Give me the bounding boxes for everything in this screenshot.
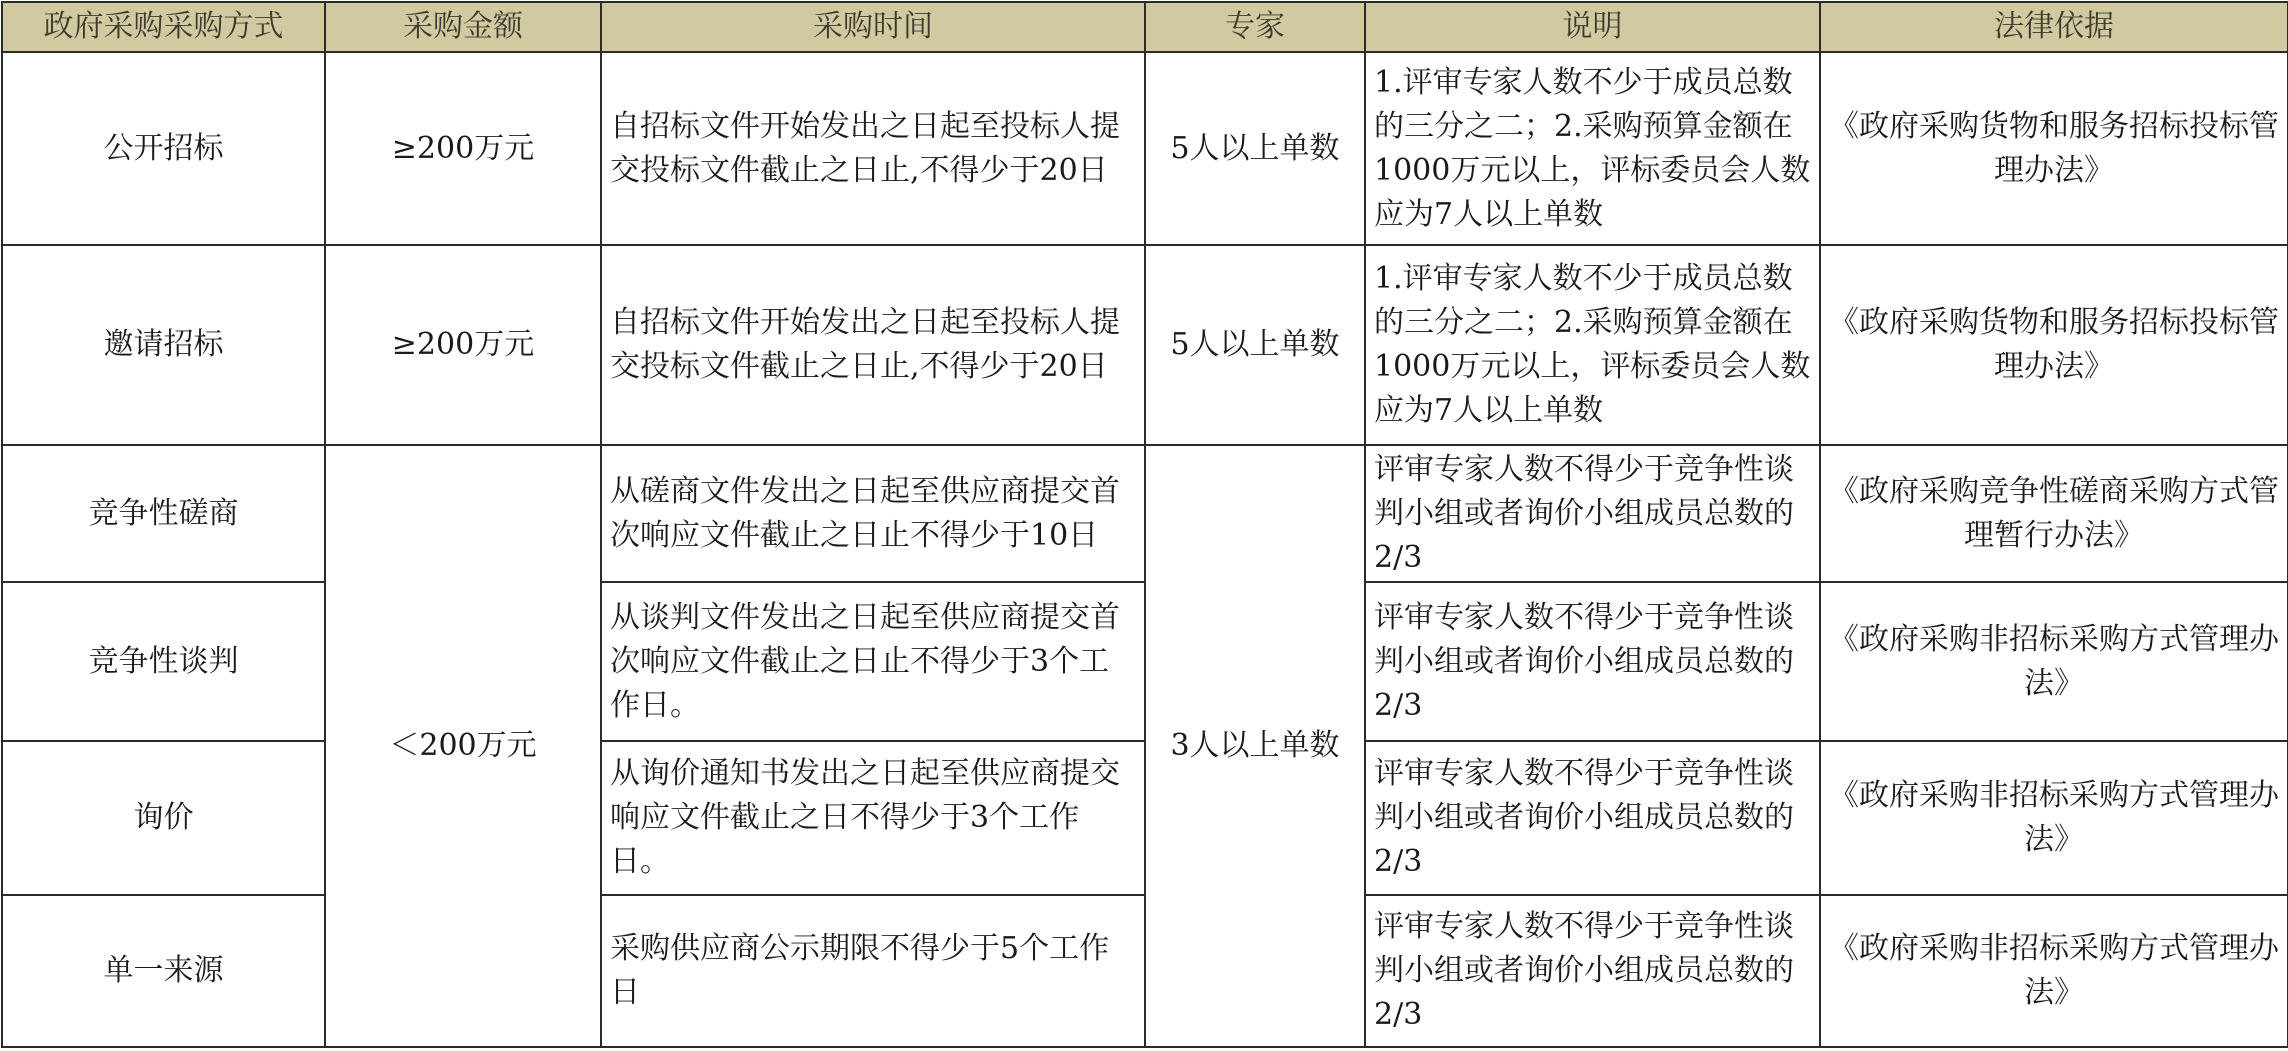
- law-cell: 《政府采购货物和服务招标投标管理办法》: [1820, 245, 2288, 445]
- time-cell: 从询价通知书发出之日起至供应商提交响应文件截止之日不得少于3个工作日。: [601, 741, 1145, 895]
- experts-cell: 5人以上单数: [1145, 52, 1365, 245]
- amount-cell-merged: ＜200万元: [325, 445, 601, 1047]
- header-law: 法律依据: [1820, 2, 2288, 52]
- method-cell: 单一来源: [2, 895, 325, 1047]
- method-cell: 询价: [2, 741, 325, 895]
- note-cell: 1.评审专家人数不少于成员总数的三分之二；2.采购预算金额在1000万元以上，评标委员会人数应为7人以上单数: [1365, 52, 1820, 245]
- law-cell: 《政府采购竞争性磋商采购方式管理暂行办法》: [1820, 445, 2288, 582]
- note-cell: 评审专家人数不得少于竞争性谈判小组或者询价小组成员总数的2/3: [1365, 741, 1820, 895]
- experts-cell: 5人以上单数: [1145, 245, 1365, 445]
- procurement-methods-table: [1, 1, 2288, 1048]
- time-cell: 自招标文件开始发出之日起至投标人提交投标文件截止之日止,不得少于20日: [601, 52, 1145, 245]
- time-cell: 从磋商文件发出之日起至供应商提交首次响应文件截止之日止不得少于10日: [601, 445, 1145, 582]
- experts-cell-merged: 3人以上单数: [1145, 445, 1365, 1047]
- note-cell: 评审专家人数不得少于竞争性谈判小组或者询价小组成员总数的2/3: [1365, 445, 1820, 582]
- law-cell: 《政府采购非招标采购方式管理办法》: [1820, 895, 2288, 1047]
- law-cell: 《政府采购非招标采购方式管理办法》: [1820, 582, 2288, 741]
- method-cell: 邀请招标: [2, 245, 325, 445]
- header-note: 说明: [1365, 2, 1820, 52]
- header-experts: 专家: [1145, 2, 1365, 52]
- table-row: [2, 52, 2288, 245]
- method-cell: 公开招标: [2, 52, 325, 245]
- header-row: [2, 2, 2288, 52]
- header-time: 采购时间: [601, 2, 1145, 52]
- time-cell: 自招标文件开始发出之日起至投标人提交投标文件截止之日止,不得少于20日: [601, 245, 1145, 445]
- method-cell: 竞争性磋商: [2, 445, 325, 582]
- law-cell: 《政府采购货物和服务招标投标管理办法》: [1820, 52, 2288, 245]
- header-method: 政府采购采购方式: [2, 2, 325, 52]
- header-amount: 采购金额: [325, 2, 601, 52]
- note-cell: 评审专家人数不得少于竞争性谈判小组或者询价小组成员总数的2/3: [1365, 582, 1820, 741]
- time-cell: 从谈判文件发出之日起至供应商提交首次响应文件截止之日止不得少于3个工作日。: [601, 582, 1145, 741]
- table-row: [2, 445, 2288, 582]
- method-cell: 竞争性谈判: [2, 582, 325, 741]
- note-cell: 1.评审专家人数不少于成员总数的三分之二；2.采购预算金额在1000万元以上，评标委员会人数应为7人以上单数: [1365, 245, 1820, 445]
- table-row: [2, 245, 2288, 445]
- note-cell: 评审专家人数不得少于竞争性谈判小组或者询价小组成员总数的2/3: [1365, 895, 1820, 1047]
- amount-cell: ≥200万元: [325, 245, 601, 445]
- amount-cell: ≥200万元: [325, 52, 601, 245]
- time-cell: 采购供应商公示期限不得少于5个工作日: [601, 895, 1145, 1047]
- law-cell: 《政府采购非招标采购方式管理办法》: [1820, 741, 2288, 895]
